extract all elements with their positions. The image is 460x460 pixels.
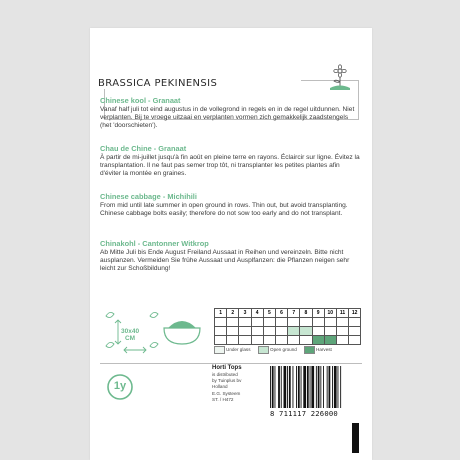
barcode-bar xyxy=(329,366,331,408)
section-text: Vanaf half juli tot eind augustus in de vollegrond in regels en in de regel uitdunnen. Niet verplanten. Bij te vroege uitzaai en verplanten vormen zich gemakkelijk zaadstengels (het 'doorschieten'). xyxy=(100,106,355,130)
calendar-cell xyxy=(275,336,287,345)
calendar-cell xyxy=(215,318,227,327)
month-header: 2 xyxy=(227,309,239,318)
packet-notch xyxy=(352,423,359,453)
distributor-line: is distributed xyxy=(212,372,238,377)
section-french xyxy=(100,144,360,179)
calendar-cell xyxy=(275,318,287,327)
section-title: Chinakohl - Cantonner Witkrop xyxy=(100,239,209,248)
calendar-cell xyxy=(227,318,239,327)
barcode-bar xyxy=(278,366,280,408)
calendar-legend xyxy=(214,346,364,356)
barcode-bar xyxy=(303,366,306,408)
distributor-line: E.G. Systeem xyxy=(212,390,241,396)
calendar-cell xyxy=(324,327,336,336)
month-header: 7 xyxy=(288,309,300,318)
calendar-cell xyxy=(227,336,239,345)
barcode-bar xyxy=(334,366,337,408)
calendar-cell xyxy=(324,318,336,327)
barcode-bar xyxy=(310,366,311,408)
distributor-line: ST. / H472 xyxy=(212,396,234,402)
month-header: 1 xyxy=(215,309,227,318)
plant-icon xyxy=(327,64,353,94)
calendar-cell xyxy=(312,327,324,336)
calendar-cell xyxy=(300,318,312,327)
month-header: 4 xyxy=(251,309,263,318)
calendar-cell xyxy=(336,327,348,336)
legend-open-ground-swatch xyxy=(258,346,269,354)
legend-harvest: Harvest xyxy=(316,347,332,352)
cabbage-icon xyxy=(164,317,200,344)
barcode-bar xyxy=(340,366,341,408)
calendar-cell xyxy=(275,327,287,336)
month-header: 12 xyxy=(349,309,361,318)
barcode-bar xyxy=(296,366,297,408)
barcode-bar xyxy=(320,366,321,408)
calendar-cell xyxy=(215,336,227,345)
barcode-bar xyxy=(293,366,294,408)
barcode-bar xyxy=(332,366,333,408)
barcode-bar xyxy=(272,366,274,408)
barcode-bar xyxy=(284,366,287,408)
barcode-bar xyxy=(287,366,288,408)
barcode-bar xyxy=(318,366,320,408)
legend-under-glass-swatch xyxy=(214,346,225,354)
calendar-cell xyxy=(239,336,251,345)
month-header: 5 xyxy=(263,309,275,318)
legend-under-glass: Under glass xyxy=(226,347,251,352)
calendar-cell xyxy=(263,318,275,327)
section-text: À partir de mi-juillet jusqu'à fin août en pleine terre en rayons. Éclaircir sur ligne. Évitez la transplantation. Il ne faut pas semer trop tôt, ni transplanter les petites plantes afin d'éviter la montée en graines. xyxy=(100,154,360,178)
barcode xyxy=(270,366,365,408)
calendar-cell xyxy=(312,318,324,327)
distributor-line: by Tuinplus bv xyxy=(212,378,242,384)
calendar-cell xyxy=(239,318,251,327)
barcode-bar xyxy=(289,366,291,408)
calendar-cell xyxy=(251,336,263,345)
calendar-cell xyxy=(251,318,263,327)
section-text: From mid until late summer in open ground in rows. Thin out, but avoid transplanting. Chinese cabbage bolts easily; therefore do not sow too early and do not transplant. xyxy=(100,202,348,218)
brand-name: Horti Tops xyxy=(212,365,242,371)
section-title: Chinese cabbage - Michihili xyxy=(100,192,197,201)
section-german xyxy=(100,239,360,274)
horizontal-arrow-icon xyxy=(124,347,146,353)
calendar-cell xyxy=(324,336,336,345)
month-header: 9 xyxy=(312,309,324,318)
barcode-bar xyxy=(298,366,300,408)
month-header: 11 xyxy=(336,309,348,318)
calendar-cell xyxy=(215,327,227,336)
calendar-cell xyxy=(336,336,348,345)
calendar-cell xyxy=(288,327,300,336)
section-text: Ab Mitte Juli bis Ende August Freiland Aussaat in Reihen und vereinzeln. Bitte nicht ausplanzen. Vermeiden Sie frühe Aussaat und Ausplfanzen: die Pflanzen neigen sehr leicht zur Schoßbildung! xyxy=(100,249,350,273)
month-header: 3 xyxy=(239,309,251,318)
section-english xyxy=(100,192,360,218)
calendar-cell xyxy=(300,327,312,336)
month-header: 8 xyxy=(300,309,312,318)
seed-packet-back xyxy=(90,28,372,460)
month-header: 10 xyxy=(324,309,336,318)
calendar-cell xyxy=(349,318,361,327)
barcode-bar xyxy=(270,366,271,408)
calendar-cell xyxy=(263,327,275,336)
legend-open-ground: Open ground xyxy=(270,347,297,352)
sowing-calendar xyxy=(214,308,361,345)
barcode-bar xyxy=(316,366,317,408)
calendar-cell xyxy=(263,336,275,345)
barcode-bar xyxy=(338,366,339,408)
calendar-cell xyxy=(300,336,312,345)
calendar-cell xyxy=(312,336,324,345)
barcode-bar xyxy=(323,366,324,408)
distributor-line: Holland xyxy=(212,384,228,390)
calendar-cell xyxy=(239,327,251,336)
calendar-cell xyxy=(288,318,300,327)
barcode-bar xyxy=(275,366,276,408)
calendar-cell xyxy=(336,318,348,327)
legend-harvest-swatch xyxy=(304,346,315,354)
barcode-number: 8 711117 226000 xyxy=(270,409,338,418)
spacing-label: 30x40 CM xyxy=(121,328,140,342)
barcode-bar xyxy=(281,366,282,408)
section-dutch xyxy=(100,96,360,131)
calendar-cell xyxy=(227,327,239,336)
barcode-bar xyxy=(301,366,302,408)
barcode-bar xyxy=(327,366,328,408)
section-title: Chinese kool - Granaat xyxy=(100,96,181,105)
section-title: Chau de Chine - Granaat xyxy=(100,144,187,153)
calendar-cell xyxy=(251,327,263,336)
barcode-bar xyxy=(307,366,309,408)
month-header: 6 xyxy=(275,309,287,318)
lifecycle-label: 1y xyxy=(113,380,127,392)
calendar-cell xyxy=(349,336,361,345)
calendar-cell xyxy=(288,336,300,345)
calendar-cell xyxy=(349,327,361,336)
barcode-bar xyxy=(311,366,314,408)
latin-name: BRASSICA PEKINENSIS xyxy=(95,78,301,89)
